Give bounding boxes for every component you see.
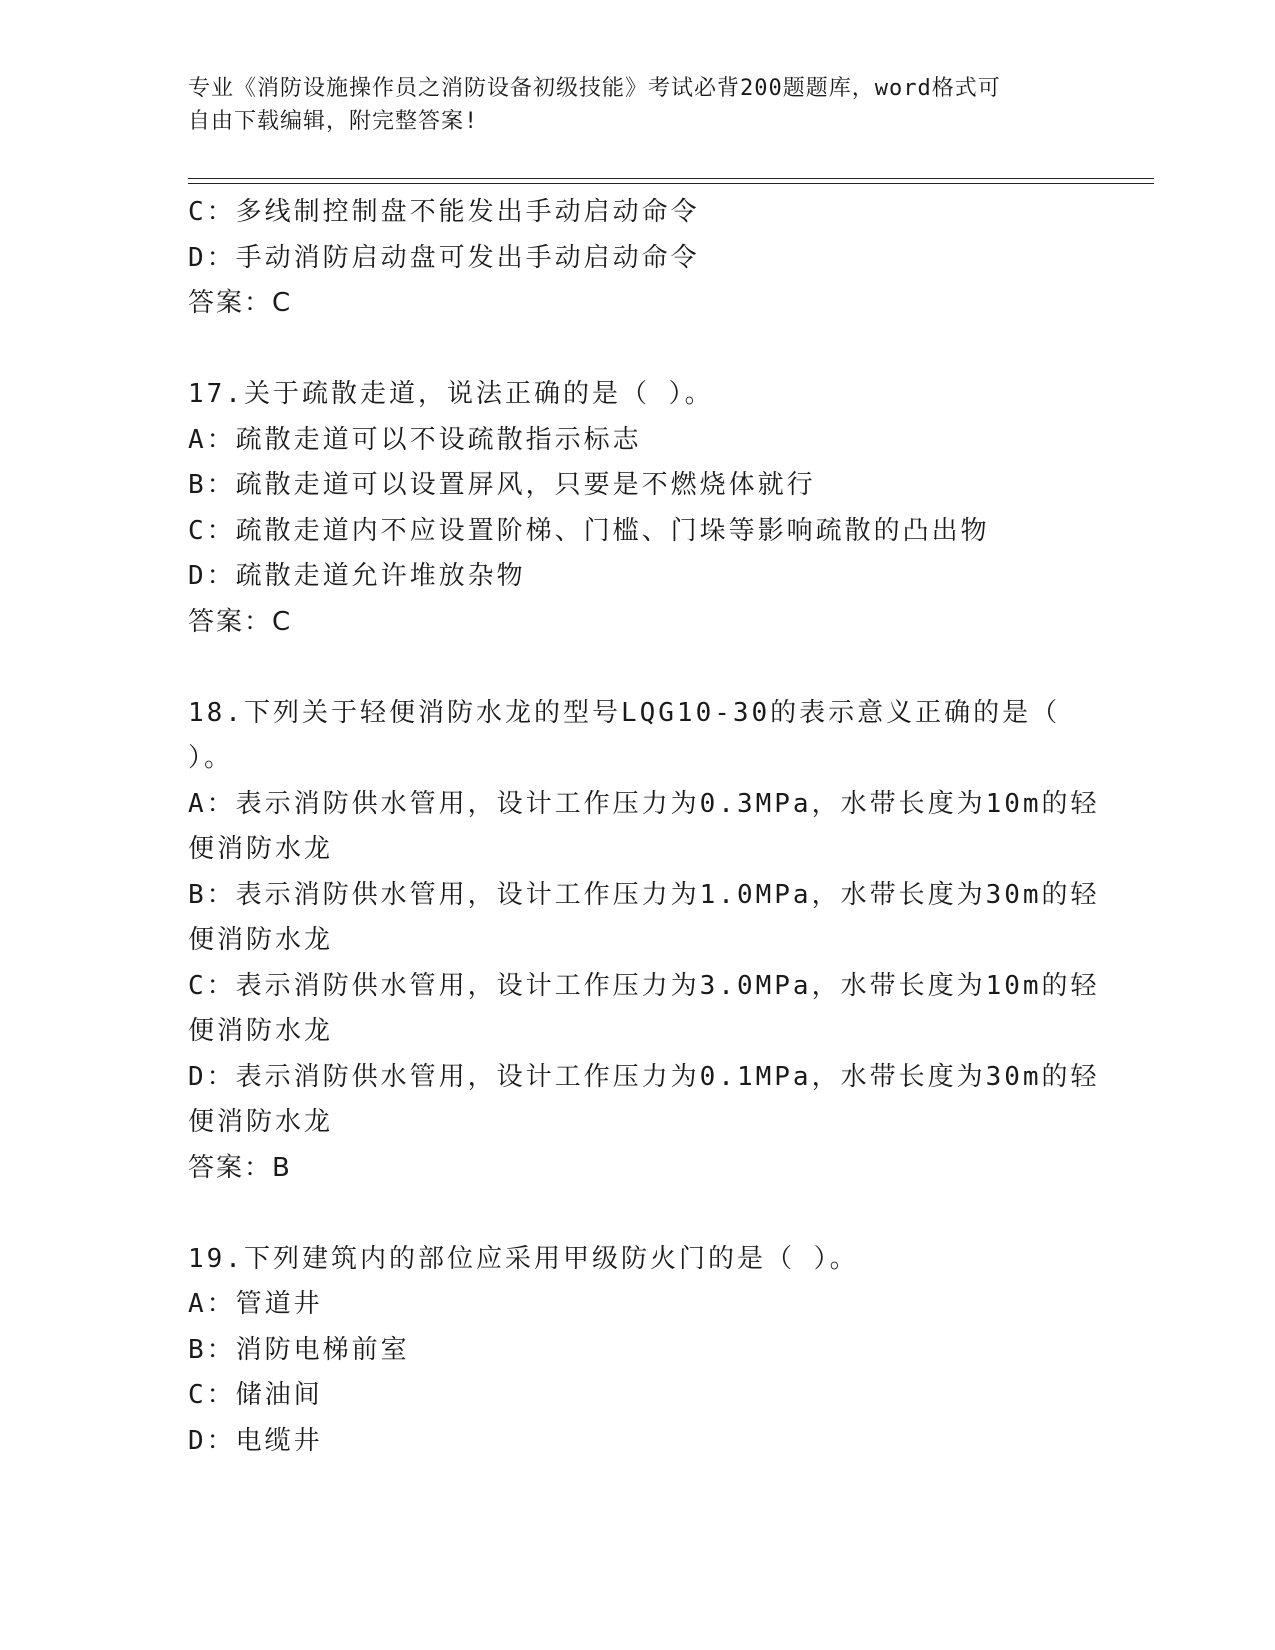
option-b-line-2: 便消防水龙 — [188, 925, 334, 955]
header-divider-bottom — [188, 183, 1154, 184]
question-stem-line-1: 18.下列关于轻便消防水龙的型号LQG10-30的表示意义正确的是（ — [188, 697, 1061, 728]
option-a-line-2: 便消防水龙 — [188, 834, 334, 864]
option-a: A：疏散走道可以不设疏散指示标志 — [188, 424, 642, 455]
option-c-line-2: 便消防水龙 — [188, 1016, 334, 1046]
spacer — [188, 327, 1148, 373]
option-c: C：疏散走道内不应设置阶梯、门槛、门垛等影响疏散的凸出物 — [188, 515, 990, 546]
question-16-tail — [188, 190, 1148, 327]
option-b-line-1: B：表示消防供水管用，设计工作压力为1.0MPa，水带长度为30m的轻 — [188, 879, 1100, 910]
question-list — [188, 190, 1148, 1464]
question-stem: 17.关于疏散走道，说法正确的是（ ）。 — [188, 379, 714, 409]
option-d: D：电缆井 — [188, 1425, 323, 1456]
option-a: A：管道井 — [188, 1289, 323, 1319]
question-stem-line-2: ）。 — [188, 743, 234, 773]
option-b: B：消防电梯前室 — [188, 1334, 410, 1365]
header-line-2: 自由下载编辑，附完整答案! — [188, 109, 479, 134]
spacer — [188, 1191, 1148, 1237]
document-header — [188, 72, 1088, 138]
question-stem: 19.下列建筑内的部位应采用甲级防火门的是（ ）。 — [188, 1243, 859, 1274]
option-d-line-1: D：表示消防供水管用，设计工作压力为0.1MPa，水带长度为30m的轻 — [188, 1061, 1100, 1092]
option-d-line-2: 便消防水龙 — [188, 1107, 334, 1137]
question-18 — [188, 691, 1148, 1192]
answer: 答案：C — [188, 606, 293, 637]
spacer — [188, 645, 1148, 691]
question-19 — [188, 1237, 1148, 1465]
header-line-1: 专业《消防设施操作员之消防设备初级技能》考试必背200题题库，word格式可 — [188, 76, 1001, 101]
header-divider-top — [188, 178, 1154, 179]
question-17 — [188, 372, 1148, 645]
option-d: D：疏散走道允许堆放杂物 — [188, 561, 526, 591]
option-d: D：手动消防启动盘可发出手动启动命令 — [188, 242, 700, 273]
option-c: C：储油间 — [188, 1380, 323, 1410]
option-c-line-1: C：表示消防供水管用，设计工作压力为3.0MPa，水带长度为10m的轻 — [188, 970, 1100, 1001]
answer: 答案：C — [188, 288, 293, 318]
option-c: C：多线制控制盘不能发出手动启动命令 — [188, 197, 700, 227]
option-a-line-1: A：表示消防供水管用，设计工作压力为0.3MPa，水带长度为10m的轻 — [188, 788, 1100, 819]
option-b: B：疏散走道可以设置屏风，只要是不燃烧体就行 — [188, 470, 816, 500]
answer: 答案：B — [188, 1152, 292, 1183]
